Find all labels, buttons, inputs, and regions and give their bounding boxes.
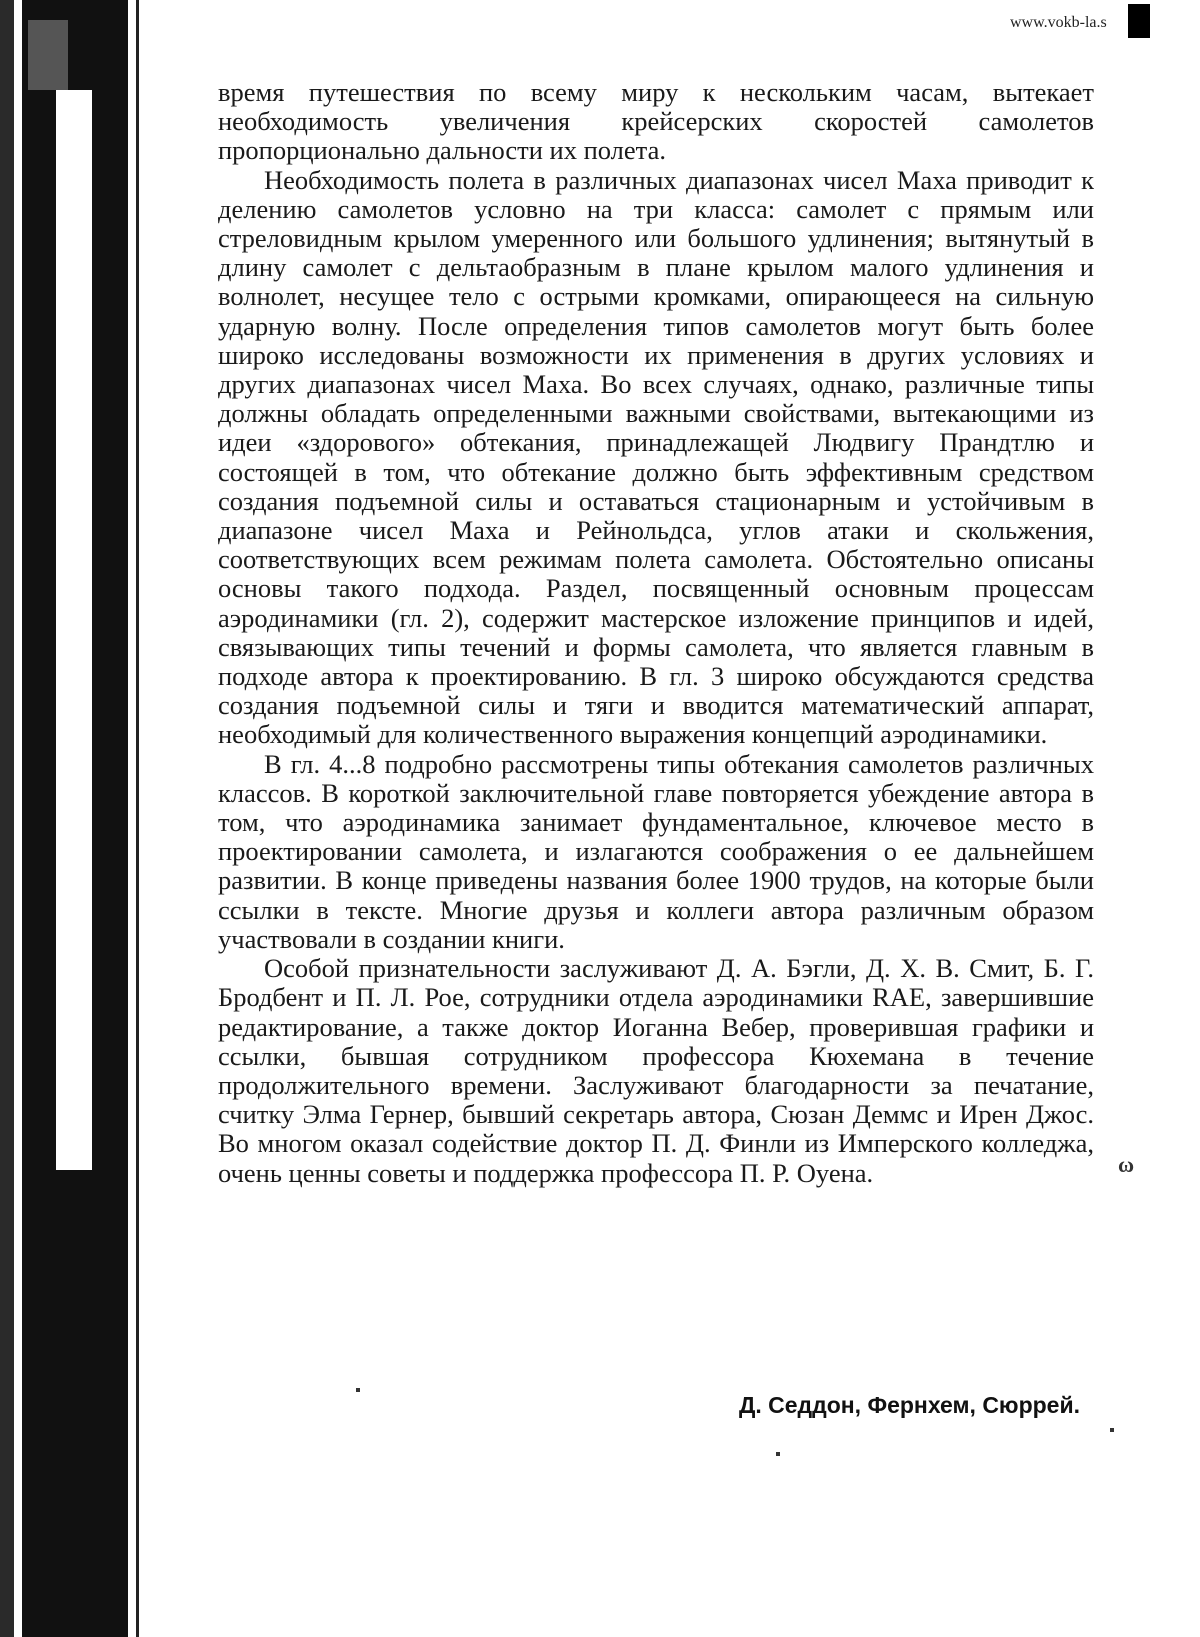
binding-shadow-outer [0,0,14,1637]
ink-blot [1128,4,1150,38]
print-speck [356,1388,360,1392]
print-speck [776,1452,780,1456]
binding-highlight [56,90,92,1170]
print-speck [1110,1428,1114,1432]
paragraph-acknowledgements: Особой признательности заслуживают Д. А. Бэгли, Д. Х. В. Смит, Б. Г. Бродбент и П. Л. Рое, сотрудники отдела аэродинамики RAE, завершившие редактирование, а также доктор Иоганна Вебер, проверившая графики и ссылки, бывшая сотрудником профессора Кюхемана в течение продолжительного времени. Заслуживают благодарности за печатание, считку Элма Гернер, бывший секретарь автора, Сюзан Деммс и Ирен Джос. Во многом оказал содействие доктор П. Д. Финли из Имперского колледжа, очень ценны советы и поддержка профессора П. Р. Оуена. [218,953,1094,1188]
binding-inner-line [136,0,139,1637]
watermark-url [1010,14,1146,32]
paragraph-continued: время путешествия по всему миру к нескольким часам, вытекает необходимость увеличения крейсерских скоростей самолетов пропорционально дальности их полета. [218,77,1094,166]
margin-mark: ω [1118,1152,1135,1177]
author-signature: Д. Седдон, Фернхем, Сюррей. [738,1392,1080,1418]
paragraph-chapters: В гл. 4...8 подробно рассмотрены типы обтекания самолетов различных классов. В короткой заключительной главе повторяется убеждение автора в том, что аэродинамика занимает фундаментальное, ключевое место в проектировании самолета, и излагаются соображения о ее дальнейшем развитии. В конце приведены названия более 1900 трудов, на которые были ссылки в тексте. Многие друзья и коллеги автора различным образом участвовали в создании книги. [218,748,1094,954]
body-text [218,78,1094,1188]
watermark-text: www.vokb-la.s [1010,14,1107,31]
binding-speck [28,20,68,90]
binding-edge [0,0,150,1637]
paragraph-aircraft-classes: Необходимость полета в различных диапазонах чисел Маха приводит к делению самолетов условно на три класса: самолет с прямым или стреловидным крылом умеренного или большого удлинения; вытянутый в длину самолет с дельтаобразным в плане крылом малого удлинения и волнолет, несущее тело с острыми кромками, опирающееся на сильную ударную волну. После определения типов самолетов могут быть более широко исследованы возможности их применения в других условиях и других диапазонах чисел Маха. Во всех случаях, однако, различные типы должны обладать определенными важными свойствами, вытекающими из идеи «здорового» обтекания, принадлежащей Людвигу Прандтлю и состоящей в том, что обтекание должно быть эффективным средством создания подъемной силы и оставаться стационарным и устойчивым в диапазоне чисел Маха и Рейнольдса, углов атаки и скольжения, соответствующих всем режимам полета самолета. Обстоятельно описаны основы такого подхода. Раздел, посвященный основным процессам аэродинамики (гл. 2), содержит мастерское изложение принципов и идей, связывающих типы течений и формы самолета, что является главным в подходе автора к проектированию. В гл. 3 широко обсуждаются средства создания подъемной силы и тяги и вводится математический аппарат, необходимый для количественного выражения концепций аэродинамики. [218,164,1094,750]
